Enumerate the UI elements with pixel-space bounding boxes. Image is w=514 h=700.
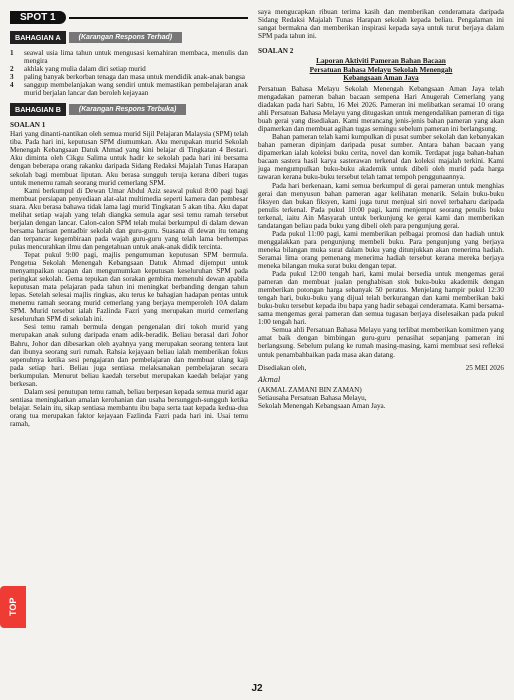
essay-continuation: saya mengucapkan ribuan terima kasih dan memberikan cenderamata daripada Sidang Redaksi Majalah Tunas Harapan sekolah kepada beliau. Pengalaman ini sangat bermakna dan memberikan inspirasi kepada saya untuk turut berjaya dalam SPM pada tahun ini.: [258, 8, 504, 41]
question-2-heading: SOALAN 2: [258, 47, 294, 56]
item-text: akhlak yang mulia dalam diri setiap murid: [24, 65, 146, 74]
signatory-role: Setiausaha Persatuan Bahasa Melayu,: [258, 394, 367, 403]
section-a-subtitle: (Karangan Respons Terhad): [69, 32, 182, 43]
section-b-subtitle: (Karangan Respons Terbuka): [69, 104, 186, 115]
spot-rule: [69, 17, 248, 19]
page-number: J2: [251, 683, 263, 694]
signatory-name: (AKMAL ZAMANI BIN ZAMAN): [258, 385, 362, 394]
signature: Akmal: [258, 375, 281, 384]
item-number: 3: [10, 73, 14, 82]
section-a-label: BAHAGIAN A: [10, 31, 66, 44]
section-a-answer-list: [10, 49, 248, 97]
item-number: 4: [10, 81, 14, 90]
essay-paragraph: Kami berkumpul di Dewan Umar Abdul Aziz seawal pukul 8:00 pagi bagi membuat persiapan penyediaan alat-alat multimedia seperti kamera dan pembesar suara. Aku berasa bahawa tidak lama lagi murid Tingkatan 5 akan tiba. Aku dapat melihat setiap wajah yang telah diangka semula agar sesi temu ramah tersebut berjalan dengan lancar. Calon-calon SPM telah mulai berkumpul di dalam dewan bersama barisan pentadbir sekolah dan guru-guru. Suasana di dewan itu tenang dan terpancar kegembiraan pada wajah guru-guru yang telah lama berhempas pulas mencurahkan ilmu dan pengetahuan untuk anak-anak didik tercinta.: [10, 186, 248, 251]
spot-label: SPOT 1: [10, 11, 66, 24]
section-b-label: BAHAGIAN B: [10, 103, 66, 116]
item-text: paling banyak berkorban tenaga dan masa untuk mendidik anak-anak bangsa: [24, 73, 245, 82]
report-title-line-3: Kebangsaan Aman Jaya: [343, 73, 419, 83]
list-item: [10, 65, 248, 73]
right-column: [258, 8, 504, 411]
signatory-school: Sekolah Menengah Kebangsaan Aman Jaya.: [258, 402, 386, 411]
section-a-header: [10, 31, 248, 44]
report-date: 25 MEI 2026: [465, 363, 504, 372]
report-paragraph: Semua ahli Persatuan Bahasa Melayu yang terlibat memberikan komitmen yang amat baik dengan bimbingan guru-guru penasihat sepanjang pameran ini berlangsung. Sebelum pulang ke rumah masing-masing, kami membuat sesi refleksi untuk penambahbaikan pada masa akan datang.: [258, 326, 504, 359]
signoff-row: [258, 364, 504, 372]
essay-paragraph: Hari yang dinanti-nantikan oleh semua murid Sijil Pelajaran Malaysia (SPM) telah tiba. Pada hari ini, keputusan SPM diumumkan. Aku merupakan murid Sekolah Menengah Kebangsaan Datuk Ahmad yang kini belajar di Tingkatan 4 Bestari. Aku diminta oleh Cikgu Salima untuk hadir ke sekolah pada hari ini bersama dengan beberapa orang rakanku daripada Sidang Redaksi Majalah Tunas Harapan sekolah bagi membuat liputan. Aku berasa sungguh teruja kerana diberi tugas untuk menemu ramah seorang murid cemerlang SPM.: [10, 130, 248, 187]
top-watermark-logo: [0, 586, 26, 640]
list-item: [10, 73, 248, 81]
report-paragraph: Pada pukul 12:00 tengah hari, kami mulai bersedia untuk mengemas gerai pameran dan membuat jualan penghabisan stok buku-buku akademik dengan memberikan potongan harga sebanyak 50 peratus. Menjelang hampir pukul 12:30 tengah hari, buku-buku yang dijual telah berkurangan dan kami memberikan baki buku-buku tersebut kepada ibu bapa yang hadir sebagai cenderamata. Kami bersama-sama mengemas gerai pameran dan semua tugasan berjaya diselesaikan pada pukul 1:00 tengah hari.: [258, 270, 504, 327]
watermark-text: TOP: [0, 586, 26, 628]
report-paragraph: Bahan pameran telah kami kumpulkan di pusat sumber sekolah dan kebanyakan bahan pameran dipinjam daripada pusat sumber. Antara bahan bacaan yang dipamerkan ialah koleksi buku cerita, novel dan komik. Terdapat juga bahan-bahan bacaan sastera hasil karya sasterawan terkenal dan koleksi majalah terkini. Kami juga mengumpulkan buku-buku akademik untuk dibeli oleh murid pada harga tawaran kerana buku-buku tersebut telah tamat tempoh penggunaannya.: [258, 133, 504, 182]
report-paragraph: Persatuan Bahasa Melayu Sekolah Menengah Kebangsaan Aman Jaya telah mengadakan pameran bahan bacaan sempena Hari Anugerah Cemerlang yang diadakan pada hari Sabtu, 16 Mei 2026. Pameran ini melibatkan seramai 10 orang ahli Persatuan Bahasa Melayu yang ditugaskan untuk mengendalikan pameran di tiga buah gerai yang disediakan. Kami merancang jenis-jenis bahan pameran yang akan dipamerkan dan membuat agihan tugas semingu sebelum pameran ini berlangsung.: [258, 84, 504, 134]
item-text: seawal usia lima tahun untuk mengusasi kemahiran membaca, menulis dan mengira: [24, 49, 248, 66]
report-title-line-2: Persatuan Bahasa Melayu Sekolah Menengah: [309, 64, 453, 74]
essay-paragraph: Tepat pukul 9:00 pagi, majlis pengumuman keputusan SPM bermula. Pengetua Sekolah Menengah Kebangsaan Datuk Ahmad dijemput untuk menyampaikan ucapan dan mengumumkan keputusan keseluruhan SPM pada peringkat sekolah. Gema tepukan dan sorakan gembira memenuhi dewan apabila keputusan mata pelajaran pada tahun ini meningkat berbanding dengan tahun lepas. Setelah selesai majlis ringkas, aku terus ke bahagian hadapan pentas untuk menemu ramah seorang murid cemerlang yang berjaya memperoleh 10A dalam SPM. Murid tersebut ialah Fazlinda Fazri yang merupakan murid cemerlang keseluruhan SPM di sekolah ini.: [10, 250, 248, 324]
prepared-by-label: Disediakan oleh,: [258, 363, 307, 372]
question-1-heading: SOALAN 1: [10, 121, 46, 130]
list-item: [10, 49, 248, 65]
essay-paragraph: Sesi temu ramah bermula dengan pengenalan diri tokoh murid yang merupakan anak sulung daripada enam adik-beradik. Beliau berasal dari Johor Bahru, Johor dan dibesarkan oleh ayahnya yang merupakan seorang tentera laut dan ibunya seorang suri rumah. Rahsia kejayaan beliau ialah memberikan fokus sepenuhnya ketika sesi pengajaran dan pembelajaran dan membuat ulang kaji pada setiap hari. Beliau juga sentiasa melaksanakan pembelajaran secara berkumpulan. Menurut beliau kaedah tersebut merupakan kaedah belajar yang berkesan.: [10, 323, 248, 388]
left-column: [10, 8, 248, 428]
section-b-header: [10, 103, 248, 116]
list-item: [10, 81, 248, 97]
report-paragraph: Pada pukul 11:00 pagi, kami memberikan pelbagai promosi dan hadiah untuk menggalakkan para pengunjung membeli buku. Para pengunjung yang berjaya meneka bilangan muka surat dalam buku yang ditunjukkan akan menerima hadiah. Seramai lima orang pemenang menerima hadiah tersebut kerana mereka berjaya meneka bilangan muka surat buku dengan tepat.: [258, 229, 504, 270]
report-paragraph: Pada hari berkenaan, kami semua berkumpul di gerai pameran untuk menghias gerai dan menyusun bahan pameran agar kelihatan menarik. Selain buku-buku fiksyen dan bukan fiksyen, kami juga turut menjual siri novel terbaharu daripada penulis terkenal. Pada pukul 10:00 pagi, kami menjemput seorang penulis buku terkenal, iaitu Ain Masyarah untuk berkunjung ke gerai kami dan memberikan tandatangan beliau pada buku yang dibeli oleh para pengunjung gerai.: [258, 181, 504, 230]
report-title: [258, 57, 504, 83]
item-text: sanggup membelanjakan wang sendiri untuk memastikan pembelajaran anak murid berjalan lancar dan beroleh kejayaan: [24, 81, 248, 98]
report-title-line-1: Laporan Aktiviti Pameran Bahan Bacaan: [316, 56, 446, 66]
essay-paragraph: Dalam sesi penutupan temu ramah, beliau berpesan kepada semua murid agar sentiasa meningkatkan amalan kerohanian dan usaha bersungguh-sungguh ketika belajar. Selain itu, sikap sentiasa membantu ibu bapa serta taat kepada kedua-dua orang tua merupakan faktor kejayaan Fazlinda Fazri pada hari ini. Usai temu ramah,: [10, 387, 248, 428]
spot-header: [10, 10, 248, 25]
item-number: 2: [10, 65, 14, 74]
item-number: 1: [10, 49, 14, 57]
